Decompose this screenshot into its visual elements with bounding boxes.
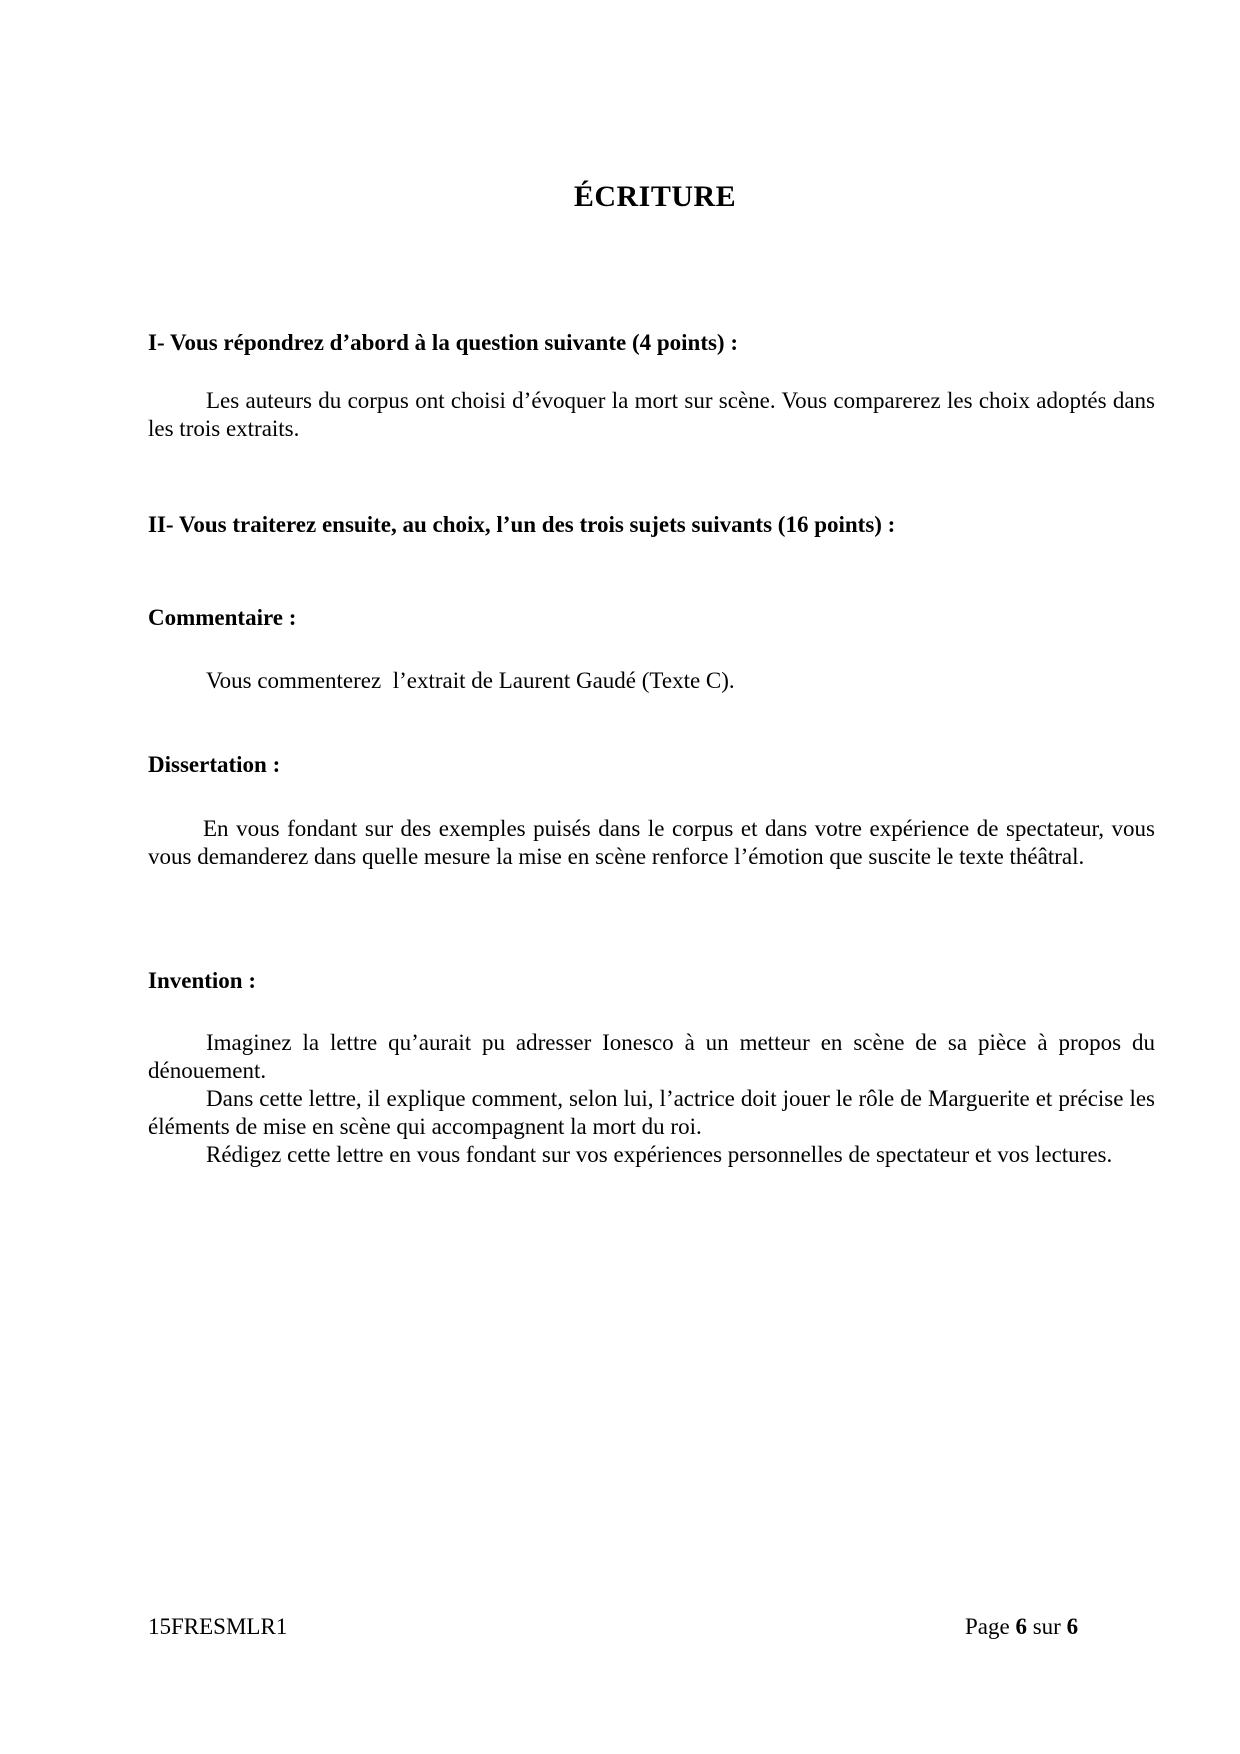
footer-code: 15FRESMLR1 [148, 1614, 288, 1639]
commentaire-text: Vous commenterez l’extrait de Laurent Gaudé (Texte C). [206, 668, 735, 693]
invention-paragraph-1: Imaginez la lettre qu’aurait pu adresser Ionesco à un metteur en scène de sa pièce à propos du dénouement. [148, 1030, 1155, 1083]
invention-heading: Invention : [148, 968, 256, 993]
dissertation-text: En vous fondant sur des exemples puisés dans le corpus et dans votre expérience de spectateur, vous vous demanderez dans quelle mesure la mise en scène renforce l’émotion que suscite le texte théâtral. [148, 816, 1155, 869]
total-pages: 6 [1066, 1614, 1079, 1639]
dissertation-heading: Dissertation : [148, 752, 281, 777]
footer-page-number [965, 1614, 1078, 1640]
invention-paragraph-3: Rédigez cette lettre en vous fondant sur vos expériences personnelles de spectateur et vos lectures. [206, 1142, 1113, 1167]
page-label: Page [965, 1614, 1010, 1639]
page-title: ÉCRITURE [573, 180, 737, 213]
invention-paragraph-2: Dans cette lettre, il explique comment, selon lui, l’actrice doit jouer le rôle de Marguerite et précise les éléments de mise en scène qui accompagnent la mort du roi. [148, 1086, 1155, 1139]
section-1-heading: I- Vous répondrez d’abord à la question suivante (4 points) : [148, 330, 739, 355]
commentaire-heading: Commentaire : [148, 605, 297, 630]
section-1-question: Les auteurs du corpus ont choisi d’évoquer la mort sur scène. Vous comparerez les choix adoptés dans les trois extraits. [148, 388, 1155, 441]
current-page: 6 [1015, 1614, 1027, 1639]
page-of-label: sur [1032, 1614, 1061, 1639]
section-2-heading: II- Vous traiterez ensuite, au choix, l’un des trois sujets suivants (16 points) : [148, 512, 896, 537]
